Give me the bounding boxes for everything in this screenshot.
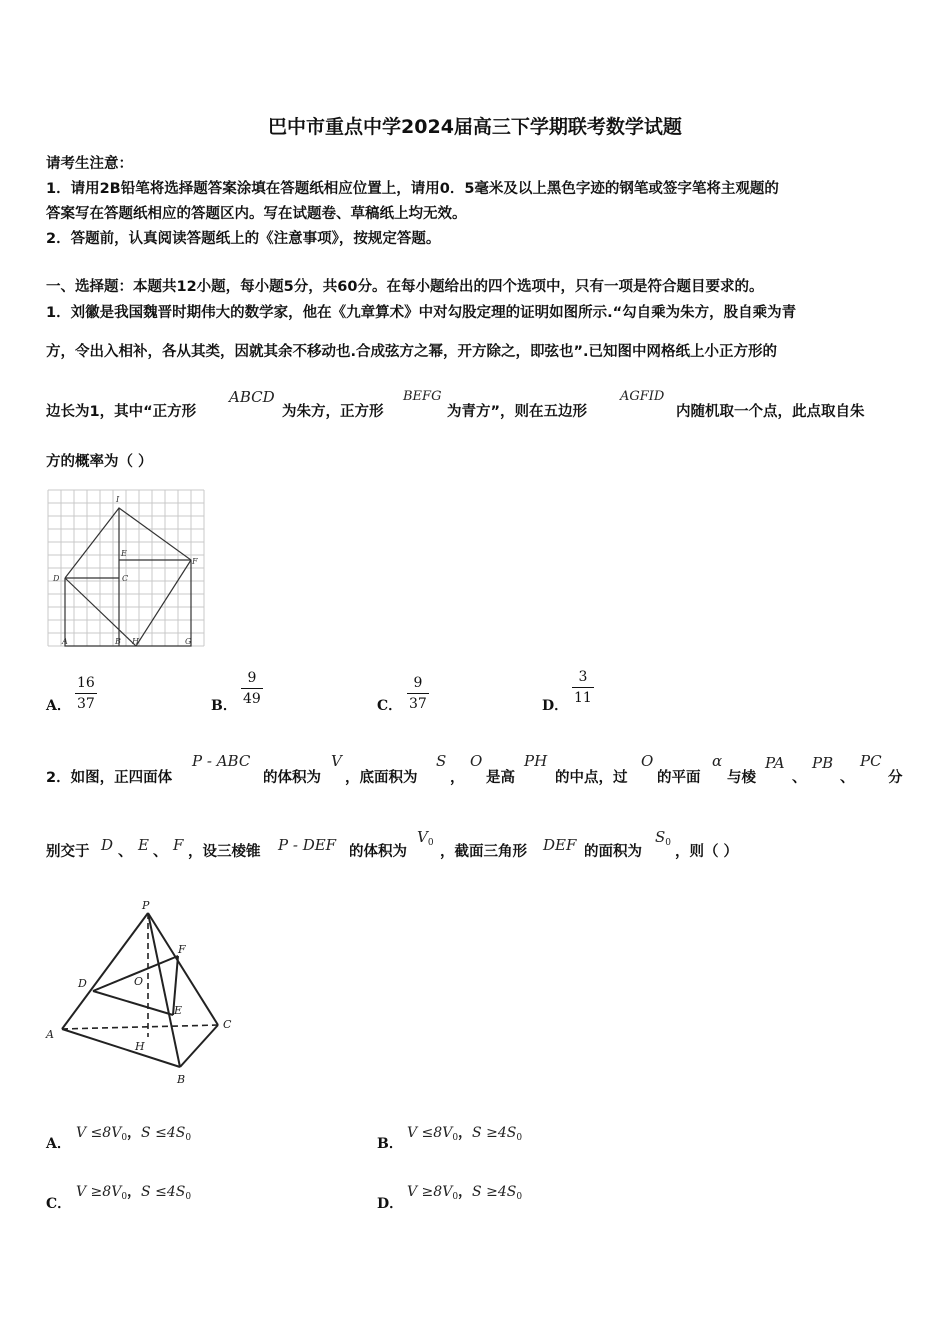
q1-line-4: 方的概率为（ ） — [46, 454, 153, 470]
q2-option-a-label: A． — [46, 1136, 71, 1152]
q2-option-c-label: C． — [46, 1196, 72, 1212]
q2-text-1: 2．如图，正四面体 — [46, 770, 173, 786]
q2-option-c-v: V ≥8V — [76, 1184, 122, 1200]
label-H: H — [135, 1040, 145, 1053]
q1-line-1: 1．刘徽是我国魏晋时期伟大的数学家，他在《九章算术》中对勾股定理的证明如图所示.“勾自乘为朱方，股自乘为青 — [46, 305, 797, 321]
q2-option-a-text — [76, 1122, 191, 1143]
q2-option-c-vsub: 0 — [121, 1192, 128, 1202]
label-H: H — [132, 637, 139, 646]
q2-math-v0 — [417, 828, 434, 848]
q2-math-d: D — [101, 836, 114, 854]
label-E: E — [121, 549, 127, 558]
q2-text-10: 、 — [840, 770, 855, 786]
q2-option-c-ssub: 0 — [185, 1192, 192, 1202]
q2-option-c-text — [76, 1181, 191, 1202]
label-A: A — [46, 1028, 54, 1041]
q2-option-d-ssub: 0 — [516, 1192, 523, 1202]
q1-option-a-label: A． — [46, 698, 71, 714]
q2-math-s0 — [655, 828, 671, 848]
q2-text-17: ，截面三角形 — [440, 844, 527, 860]
q2-option-a-v: V ≤8V — [76, 1125, 122, 1141]
q2-option-b-label: B． — [377, 1136, 403, 1152]
q2-math-p-abc: P - ABC — [192, 752, 251, 770]
q1-line-3d: 内随机取一个点，此点取自朱 — [676, 404, 865, 420]
q2-text-19: ，则（ ） — [675, 844, 739, 860]
q2-math-v: V — [331, 752, 342, 770]
q1-line-3a: 边长为1，其中“正方形 — [46, 404, 197, 420]
notice-line-2: 2．答题前，认真阅读答题纸上的《注意事项》，按规定答题。 — [46, 231, 441, 247]
q2-text-3: ，底面积为 — [345, 770, 418, 786]
q2-text-5: 是高 — [486, 770, 515, 786]
q2-text-7: 的平面 — [657, 770, 701, 786]
notice-line-1b: 答案写在答题纸相应的答题区内。写在试题卷、草稿纸上均无效。 — [46, 206, 467, 222]
label-C: C — [122, 574, 129, 583]
q2-text-15: ，设三棱锥 — [188, 844, 261, 860]
notice-line-1a: 1．请用2B铅笔将选择题答案涂填在答题纸相应位置上，请用0．5毫米及以上黑色字迹的钢笔或签字笔将主观题的 — [46, 181, 779, 197]
q2-option-b-sep: ， — [458, 1125, 473, 1141]
q1-option-b-fraction — [241, 670, 263, 707]
q2-text-8: 与棱 — [727, 770, 756, 786]
q1-line-2: 方，令出入相补，各从其类，因就其余不移动也.合成弦方之幂，开方除之，即弦也”.已知图中网格纸上小正方形的 — [46, 344, 778, 360]
label-O: O — [134, 975, 144, 988]
q2-option-a-ssub: 0 — [185, 1133, 192, 1143]
q2-text-11: 分 — [888, 770, 903, 786]
page-title: 巴中市重点中学2024届高三下学期联考数学试题 — [268, 116, 682, 138]
q1-option-d-fraction — [572, 669, 594, 706]
section-heading: 一、选择题：本题共12小题，每小题5分，共60分。在每小题给出的四个选项中，只有一项是符合题目要求的。 — [46, 279, 764, 295]
q1-option-a-den: 37 — [75, 693, 97, 712]
q1-option-d-label: D． — [542, 698, 569, 714]
q1-option-d-den: 11 — [572, 687, 594, 706]
q2-math-o2: O — [641, 752, 654, 770]
q1-option-b-den: 49 — [241, 688, 263, 707]
q1-option-a-num: 16 — [77, 675, 95, 691]
q2-text-9: 、 — [792, 770, 807, 786]
q2-option-c-s: S ≤4S — [141, 1184, 186, 1200]
q1-line-3c: 为青方”，则在五边形 — [447, 404, 588, 420]
q2-math-o: O — [470, 752, 483, 770]
q2-text-13: 、 — [118, 844, 133, 860]
label-P: P — [142, 899, 150, 912]
q2-option-b-ssub: 0 — [516, 1133, 523, 1143]
label-I: I — [116, 495, 120, 504]
notice-heading: 请考生注意： — [46, 156, 133, 172]
q2-option-b-vsub: 0 — [452, 1133, 459, 1143]
q1-option-b-num: 9 — [247, 670, 257, 686]
q2-math-s: S — [436, 752, 447, 770]
q1-math-befg: BEFG — [403, 389, 442, 404]
q2-math-pc: PC — [860, 752, 882, 770]
q2-math-pa: PA — [765, 754, 785, 772]
q2-math-pb: PB — [812, 754, 834, 772]
q2-text-4: ， — [450, 770, 465, 786]
q2-text-16: 的体积为 — [349, 844, 407, 860]
label-D: D — [78, 977, 87, 990]
q2-math-f: F — [173, 836, 184, 854]
q1-math-abcd: ABCD — [229, 388, 275, 406]
q1-option-c-num: 9 — [413, 675, 423, 691]
q2-option-d-sep: ， — [458, 1184, 473, 1200]
label-E: E — [174, 1004, 183, 1017]
q2-math-v0-main: V — [417, 828, 428, 846]
q1-line-3b: 为朱方，正方形 — [282, 404, 384, 420]
q2-math-alpha: α — [712, 752, 723, 770]
q2-math-def: DEF — [543, 836, 577, 854]
label-F: F — [178, 943, 186, 956]
q2-text-14: 、 — [153, 844, 168, 860]
q1-option-c-fraction — [407, 675, 429, 712]
q2-option-b-text — [407, 1122, 522, 1143]
q2-math-s0-sub: 0 — [665, 838, 672, 848]
label-C: C — [223, 1018, 232, 1031]
q1-option-c-den: 37 — [407, 693, 429, 712]
q2-option-b-s: S ≥4S — [472, 1125, 517, 1141]
label-G: G — [185, 637, 192, 646]
q2-math-e: E — [138, 836, 149, 854]
q1-option-a-fraction — [75, 675, 97, 712]
q2-option-a-sep: ， — [127, 1125, 142, 1141]
q2-math-s0-main: S — [655, 828, 666, 846]
q2-option-d-label: D． — [377, 1196, 404, 1212]
label-D: D — [53, 574, 60, 583]
label-B: B — [115, 637, 121, 646]
q2-math-v0-sub: 0 — [427, 838, 434, 848]
q2-option-d-vsub: 0 — [452, 1192, 459, 1202]
label-B: B — [177, 1073, 186, 1086]
q2-option-d-text — [407, 1181, 522, 1202]
q2-option-a-s: S ≤4S — [141, 1125, 186, 1141]
q2-text-6: 的中点，过 — [555, 770, 628, 786]
q2-math-ph: PH — [524, 752, 548, 770]
q2-option-a-vsub: 0 — [121, 1133, 128, 1143]
q2-text-12: 别交于 — [46, 844, 90, 860]
q1-option-c-label: C． — [377, 698, 403, 714]
q1-option-d-num: 3 — [578, 669, 588, 685]
q2-option-c-sep: ， — [127, 1184, 142, 1200]
q2-math-p-def: P - DEF — [278, 836, 337, 854]
q2-option-b-v: V ≤8V — [407, 1125, 453, 1141]
q2-tetrahedron-figure — [40, 895, 245, 1090]
q2-option-d-v: V ≥8V — [407, 1184, 453, 1200]
q2-text-18: 的面积为 — [584, 844, 642, 860]
q1-math-agfid: AGFID — [620, 389, 665, 404]
label-F: F — [192, 557, 198, 566]
label-A: A — [62, 637, 68, 646]
q2-text-2: 的体积为 — [263, 770, 321, 786]
q1-grid-figure — [46, 488, 208, 650]
q1-option-b-label: B． — [211, 698, 237, 714]
q2-option-d-s: S ≥4S — [472, 1184, 517, 1200]
